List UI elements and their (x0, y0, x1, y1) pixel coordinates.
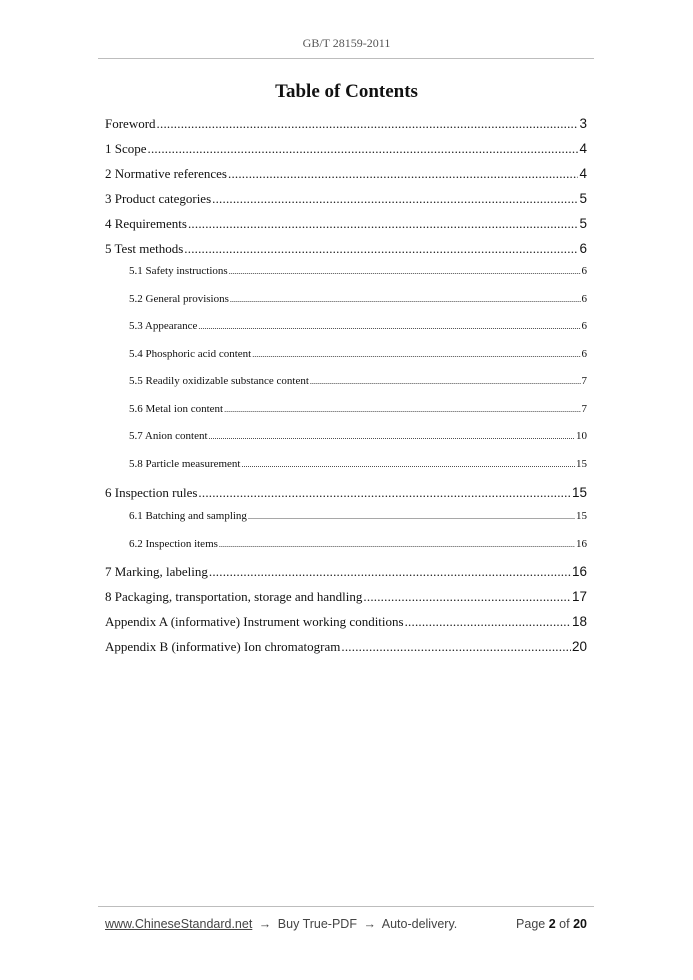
toc-entry-product-categories[interactable] (105, 191, 587, 216)
header-divider (98, 58, 594, 59)
page-title: Table of Contents (275, 81, 418, 102)
page-footer (105, 917, 587, 931)
toc-group-inspection-sub (105, 510, 587, 565)
dot-leader (209, 564, 571, 580)
dot-leader (209, 432, 575, 441)
dot-leader (230, 295, 581, 304)
toc-entry-page: 7 (581, 375, 587, 387)
toc-entry-page: 4 (579, 166, 587, 181)
toc-entry-page: 6 (581, 320, 587, 332)
toc-entry-general-provisions[interactable] (105, 293, 587, 321)
toc-group-inspection (105, 485, 587, 510)
toc-entry-packaging[interactable] (105, 589, 587, 614)
toc-entry-label: 1 Scope (105, 141, 147, 156)
toc-entry-label: 5 Test methods (105, 241, 184, 256)
toc-entry-page: 17 (571, 589, 587, 604)
dot-leader (188, 216, 579, 232)
dot-leader (224, 405, 580, 414)
dot-leader (198, 322, 580, 331)
toc-entry-label: 5.6 Metal ion content (129, 402, 224, 415)
dot-leader (363, 589, 571, 605)
toc-entry-appearance[interactable] (105, 320, 587, 348)
toc-entry-label: 5.4 Phosphoric acid content (129, 347, 252, 360)
toc-entry-scope[interactable] (105, 141, 587, 166)
toc-entry-page: 18 (571, 614, 587, 629)
toc-entry-appendix-a[interactable] (105, 614, 587, 639)
toc-entry-page: 6 (579, 241, 587, 256)
dot-leader (184, 241, 578, 257)
arrow-right-icon: → (363, 917, 376, 931)
toc-entry-anion-content[interactable] (105, 430, 587, 458)
toc-entry-test-methods[interactable] (105, 241, 587, 266)
toc-entry-foreword[interactable] (105, 116, 587, 141)
dot-leader (248, 512, 575, 521)
of-word: of (559, 917, 570, 931)
toc-entry-label: 5.1 Safety instructions (129, 265, 228, 277)
document-header: GB/T 28159-2011 (302, 36, 391, 50)
page-indicator (516, 917, 587, 931)
toc-entry-page: 16 (571, 564, 587, 579)
toc-entry-page: 4 (579, 141, 587, 156)
dot-leader (341, 639, 571, 655)
toc-entry-page: 5 (579, 216, 587, 231)
footer-text-delivery: Auto-delivery. (381, 917, 458, 931)
dot-leader (198, 485, 571, 501)
footer-text-buy: Buy True-PDF (277, 917, 357, 931)
dot-leader (228, 166, 578, 182)
toc-entry-label: 5.8 Particle measurement (129, 457, 241, 470)
toc-entry-page: 7 (581, 402, 587, 415)
footer-promo (105, 917, 457, 931)
toc-entry-label: Foreword (105, 116, 156, 131)
toc-entry-label: 2 Normative references (105, 166, 227, 181)
dot-leader (405, 614, 571, 630)
toc-group-end (105, 564, 587, 664)
toc-entry-inspection-items[interactable] (105, 538, 587, 566)
dot-leader (148, 141, 579, 157)
toc-entry-label: 6.1 Batching and sampling (129, 510, 247, 522)
toc-entry-label: 3 Product categories (105, 191, 212, 206)
toc-entry-metal-ion-content[interactable] (105, 403, 587, 431)
dot-leader (157, 116, 579, 132)
toc-entry-label: 5.5 Readily oxidizable substance content (129, 375, 309, 387)
toc-entry-page: 15 (571, 485, 587, 500)
footer-divider (98, 906, 594, 907)
arrow-right-icon: → (258, 917, 272, 931)
toc-entry-page: 6 (581, 347, 587, 360)
toc-entry-safety-instructions[interactable] (105, 265, 587, 293)
toc-entry-page: 20 (571, 639, 587, 654)
toc-entry-page: 10 (576, 430, 587, 442)
toc-group-test-methods (105, 265, 587, 485)
toc-entry-label: 4 Requirements (105, 216, 187, 231)
dot-leader (252, 350, 580, 359)
dot-leader (310, 377, 581, 386)
toc-entry-label: 6.2 Inspection items (129, 537, 218, 550)
toc-entry-requirements[interactable] (105, 216, 587, 241)
toc-entry-label: 5.7 Anion content (129, 430, 208, 442)
toc-entry-page: 6 (581, 292, 587, 305)
toc-entry-page: 16 (576, 537, 587, 550)
website-link[interactable]: www.ChineseStandard.net (105, 917, 253, 931)
toc-entry-label: 6 Inspection rules (105, 485, 198, 500)
dot-leader (242, 460, 576, 469)
toc-entry-label: 7 Marking, labeling (105, 564, 208, 579)
toc-entry-particle-measurement[interactable] (105, 458, 587, 486)
toc-entry-appendix-b[interactable] (105, 639, 587, 664)
toc-entry-label: 5.3 Appearance (129, 320, 198, 332)
toc-entry-page: 15 (576, 510, 587, 522)
toc-group-main (105, 116, 587, 266)
page-number: 2 (548, 917, 556, 931)
toc-entry-readily-oxidizable-substance[interactable] (105, 375, 587, 403)
dot-leader (212, 191, 578, 207)
toc-entry-label: 5.2 General provisions (129, 292, 229, 305)
page-word: Page (516, 917, 546, 931)
toc-entry-normative-references[interactable] (105, 166, 587, 191)
toc-entry-label: 8 Packaging, transportation, storage and handling (105, 589, 363, 604)
toc-entry-page: 15 (576, 457, 587, 470)
toc-entry-phosphoric-acid-content[interactable] (105, 348, 587, 376)
toc-entry-batching-and-sampling[interactable] (105, 510, 587, 538)
page-total: 20 (573, 917, 587, 931)
toc-entry-page: 5 (579, 191, 587, 206)
toc-entry-page: 3 (579, 116, 587, 131)
toc-entry-page: 6 (581, 265, 587, 277)
dot-leader (229, 267, 581, 276)
dot-leader (219, 540, 575, 549)
toc-entry-marking-labeling[interactable] (105, 564, 587, 589)
toc-entry-label: Appendix A (informative) Instrument working conditions (105, 614, 404, 629)
toc-entry-label: Appendix B (informative) Ion chromatogram (105, 639, 341, 654)
toc-entry-inspection-rules[interactable] (105, 485, 587, 510)
